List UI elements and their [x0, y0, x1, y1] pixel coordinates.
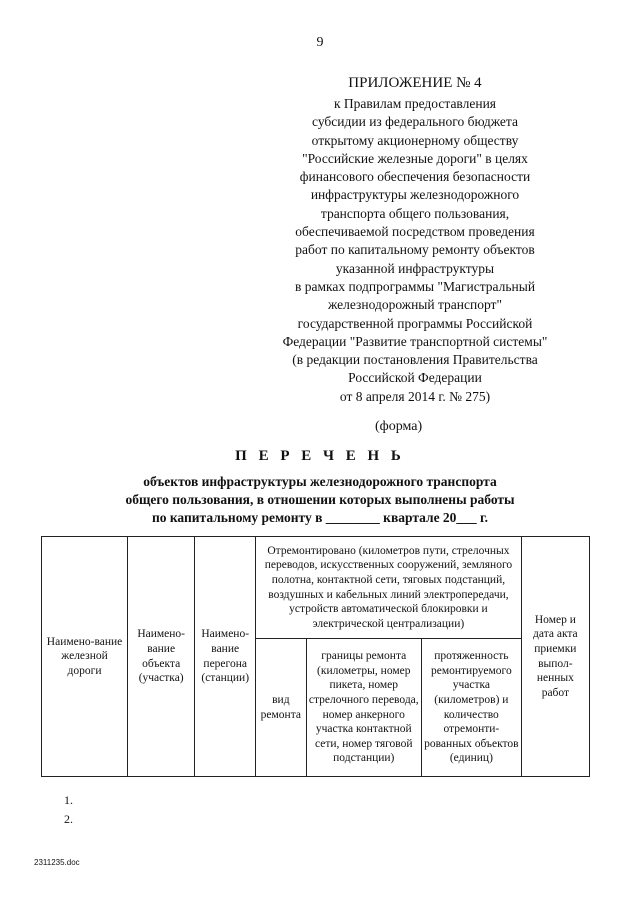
page-number: 9 — [316, 35, 324, 50]
appendix-line: железнодорожный транспорт" — [328, 297, 502, 313]
form-mark: (форма) — [375, 419, 423, 434]
appendix-line: работ по капитальному ремонту объектов — [295, 242, 535, 258]
appendix-line: открытому акционерному обществу — [311, 132, 519, 148]
row-number: 1. — [64, 793, 73, 807]
document-subtitle — [90, 473, 550, 527]
row-number: 2. — [64, 812, 73, 826]
header-act: Номер и дата акта приемки выпол-ненных работ — [521, 537, 589, 777]
header-stretch: Наимено-вание перегона (станции) — [195, 537, 256, 777]
subheader-kind: вид ремонта — [256, 639, 306, 777]
header-object: Наимено-вание объекта (участка) — [128, 537, 195, 777]
subtitle-line: общего пользования, в отношении которых выполнены работы — [125, 492, 515, 507]
appendix-line: к Правилам предоставления — [333, 96, 497, 111]
header-railway: Наимено-вание железной дороги — [42, 537, 128, 777]
appendix-line: государственной программы Российской — [297, 315, 533, 331]
appendix-header — [250, 74, 580, 406]
appendix-line: инфраструктуры железнодорожного — [310, 187, 520, 203]
appendix-line: субсидии из федерального бюджета — [312, 114, 518, 130]
subheader-length: протяженность ремонтируемого участка (километров) и количество отремонти-рованных объектов (единиц) — [422, 639, 522, 777]
appendix-line: Федерации "Развитие транспортной системы" — [282, 333, 548, 349]
appendix-line: указанной инфраструктуры — [335, 260, 495, 276]
subheader-bounds: границы ремонта (километры, номер пикета, номер стрелочного перевода, номер анкерного участка контактной сети, номер тяговой подстанции) — [306, 639, 421, 777]
appendix-line: финансового обеспечения безопасности — [299, 169, 531, 185]
appendix-line: "Российские железные дороги" в целях — [302, 150, 528, 166]
repair-table — [41, 536, 590, 777]
document-title: П Е Р Е Ч Е Н Ь — [235, 448, 405, 464]
appendix-line: Российской Федерации — [348, 370, 482, 386]
header-repaired: Отремонтировано (километров пути, стрелочных переводов, искусственных сооружений, земляного полотна, контактной сети, тяговых подстанций, воздушных и кабельных линий электропередачи, устройств автоматической блокировки и электрической централизации) — [256, 537, 522, 639]
appendix-line: транспорта общего пользования, — [320, 205, 510, 221]
appendix-line: от 8 апреля 2014 г. № 275) — [339, 388, 491, 404]
footer-doc-code: 2311235.doc — [34, 858, 80, 867]
appendix-line: в рамках подпрограммы "Магистральный — [294, 278, 536, 294]
subtitle-line: объектов инфраструктуры железнодорожного транспорта — [143, 474, 497, 489]
appendix-line: обеспечиваемой посредством проведения — [295, 224, 535, 240]
subtitle-line: по капитальному ремонту в ________ квартале 20___ г. — [151, 510, 489, 525]
appendix-line: (в редакции постановления Правительства — [292, 352, 538, 368]
appendix-title: ПРИЛОЖЕНИЕ № 4 — [348, 75, 482, 91]
